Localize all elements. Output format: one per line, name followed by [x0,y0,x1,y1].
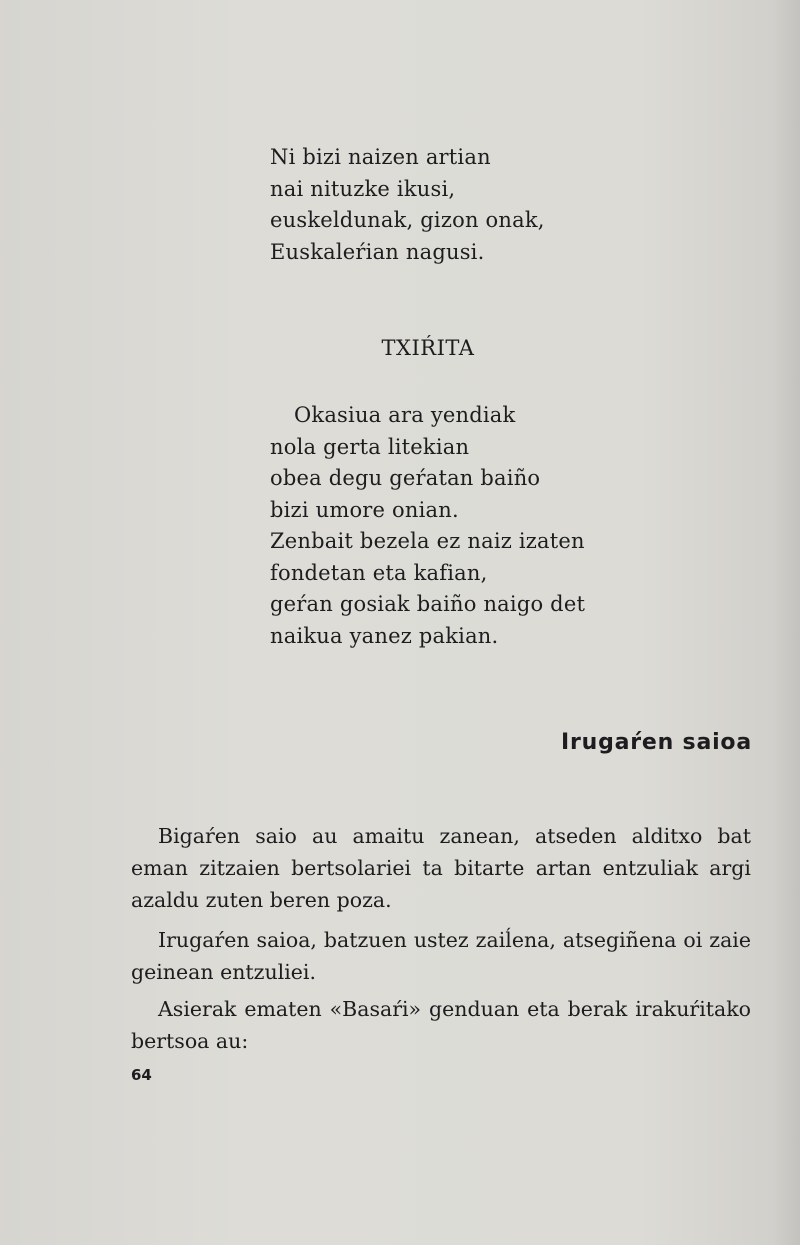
page-edge-shadow [772,0,800,1245]
verse-line: euskeldunak, gizon onak, [270,208,545,232]
verse-line: fondetan eta kafian, [270,560,488,585]
verse-line: nai nituzke ikusi, [270,176,456,201]
verse-line: geŕan gosiak baiño naigo det [270,592,586,616]
paragraph-text: Asierak ematen «Basaŕi» genduan eta berak irakuŕitako bertsoa au: [131,997,751,1053]
poet-heading: TXIŔITA [381,336,475,360]
page-number: 64 [131,1066,152,1084]
verse-line: bizi umore onian. [270,497,459,522]
verse-line: naikua yanez pakian. [270,623,499,648]
verse-line: Euskaleŕian nagusi. [270,239,485,264]
section-title: Irugaŕen saioa [560,730,752,755]
prose-paragraph-3 [131,993,751,1057]
verse-line: nola gerta litekian [270,434,470,459]
verse-line: Okasiua ara yendiak [294,403,516,427]
prose-paragraph-2 [131,924,751,988]
prose-paragraph-1 [131,820,751,916]
verse-stanza-1 [270,142,545,268]
verse-line: Zenbait bezela ez naiz izaten [270,529,585,553]
paragraph-text: Bigaŕen saio au amaitu zanean, atseden alditxo bat eman zitzaien bertsolariei ta bitarte artan entzuliak argi azaldu zuten beren poza. [131,824,751,912]
paragraph-text: Irugaŕen saioa, batzuen ustez zaiĺena, atsegiñena oi zaie geinean entzuliei. [131,928,751,984]
verse-line: Ni bizi naizen artian [270,145,491,169]
verse-line: obea degu geŕatan baiño [270,466,541,490]
verse-stanza-2 [270,400,585,652]
